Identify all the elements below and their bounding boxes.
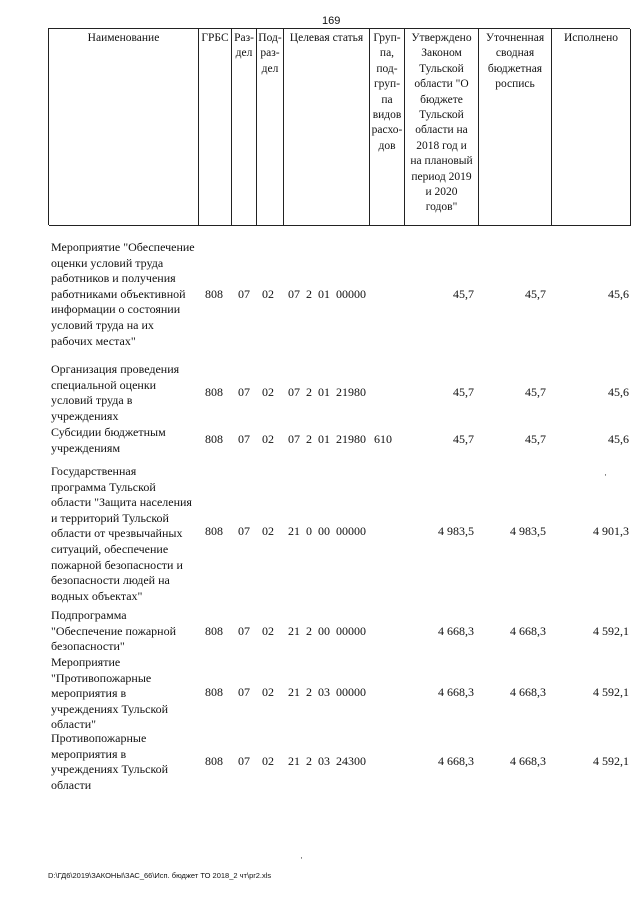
row-target: 07 2 01 21980 <box>288 385 366 399</box>
row-refined: 45,7 <box>525 287 546 301</box>
row-refined: 45,7 <box>525 385 546 399</box>
footer-file-path: D:\ГД6\2019\ЗАКОНЫ\ЗАС_66\Исп. бюджет ТО 2018_2 чт\pr2.xls <box>48 871 272 880</box>
row-executed: 4 592,1 <box>593 624 629 638</box>
row-name: Мероприятие "Противопожарные мероприятия в учреждениях Тульской области" <box>51 655 169 732</box>
row-grbs: 808 <box>205 685 223 699</box>
row-group: 610 <box>374 432 392 446</box>
header-grbs: ГРБС <box>199 29 232 226</box>
header-name: Наименование <box>49 29 199 226</box>
row-podrazdel: 02 <box>262 524 274 538</box>
row-razdel: 07 <box>238 524 250 538</box>
row-name: Государственная программа Тульской области "Защита населения и территорий Тульской области от чрезвычайных ситуаций, обеспечение пожарной безопасности и безопасности людей на водных объектах" <box>51 464 192 603</box>
row-approved: 4 668,3 <box>438 685 474 699</box>
row-refined: 4 668,3 <box>510 624 546 638</box>
header-refined: Уточненная сводная бюджетная роспись <box>479 29 552 226</box>
row-podrazdel: 02 <box>262 432 274 446</box>
row-grbs: 808 <box>205 624 223 638</box>
header-group: Груп- па, под- груп- па видов расхо- дов <box>370 29 405 226</box>
row-target: 07 2 01 00000 <box>288 287 366 301</box>
page-number: 169 <box>322 15 341 27</box>
row-razdel: 07 <box>238 624 250 638</box>
row-grbs: 808 <box>205 432 223 446</box>
row-approved: 4 668,3 <box>438 754 474 768</box>
row-podrazdel: 02 <box>262 685 274 699</box>
row-grbs: 808 <box>205 287 223 301</box>
header-razdel: Раз- дел <box>232 29 257 226</box>
row-executed: 4 592,1 <box>593 754 629 768</box>
row-refined: 4 668,3 <box>510 754 546 768</box>
row-refined: 4 983,5 <box>510 524 546 538</box>
row-refined: 45,7 <box>525 432 546 446</box>
header-executed: Исполнено <box>552 29 631 226</box>
row-name: Организация проведения специальной оценки условий труда в учреждениях <box>51 362 180 423</box>
row-approved: 4 983,5 <box>438 524 474 538</box>
row-target: 07 2 01 21980 <box>288 432 366 446</box>
row-executed: 45,6 <box>608 287 629 301</box>
row-name: Подпрограмма "Обеспечение пожарной безопасности" <box>51 608 177 654</box>
row-approved: 45,7 <box>453 385 474 399</box>
row-podrazdel: 02 <box>262 287 274 301</box>
row-executed: 45,6 <box>608 432 629 446</box>
row-podrazdel: 02 <box>262 385 274 399</box>
row-target: 21 2 00 00000 <box>288 624 366 638</box>
row-name: Субсидии бюджетным учреждениям <box>51 425 166 455</box>
row-name: Противопожарные мероприятия в учреждениях Тульской области <box>51 731 169 792</box>
row-razdel: 07 <box>238 685 250 699</box>
row-executed: 45,6 <box>608 385 629 399</box>
row-target: 21 2 03 24300 <box>288 754 366 768</box>
row-executed: 4 901,3 <box>593 524 629 538</box>
row-refined: 4 668,3 <box>510 685 546 699</box>
row-razdel: 07 <box>238 287 250 301</box>
table-header <box>48 28 630 225</box>
row-target: 21 2 03 00000 <box>288 685 366 699</box>
header-approved: Утверждено Законом Тульской области "О бюджете Тульской области на 2018 год и на плановый период 2019 и 2020 годов" <box>405 29 479 226</box>
row-grbs: 808 <box>205 754 223 768</box>
row-razdel: 07 <box>238 432 250 446</box>
row-podrazdel: 02 <box>262 624 274 638</box>
header-podrazdel: Под- раз- дел <box>257 29 284 226</box>
row-target: 21 0 00 00000 <box>288 524 366 538</box>
header-target: Целевая статья <box>284 29 370 226</box>
row-name: Мероприятие "Обеспечение оценки условий труда работников и получения работниками объективной информации о состоянии условий труда на их рабочих местах" <box>51 240 195 348</box>
row-executed: 4 592,1 <box>593 685 629 699</box>
row-grbs: 808 <box>205 385 223 399</box>
row-razdel: 07 <box>238 385 250 399</box>
row-razdel: 07 <box>238 754 250 768</box>
row-podrazdel: 02 <box>262 754 274 768</box>
row-approved: 45,7 <box>453 287 474 301</box>
row-grbs: 808 <box>205 524 223 538</box>
stray-mark: · <box>604 470 607 480</box>
stray-mark: · <box>300 853 303 863</box>
row-approved: 45,7 <box>453 432 474 446</box>
row-approved: 4 668,3 <box>438 624 474 638</box>
